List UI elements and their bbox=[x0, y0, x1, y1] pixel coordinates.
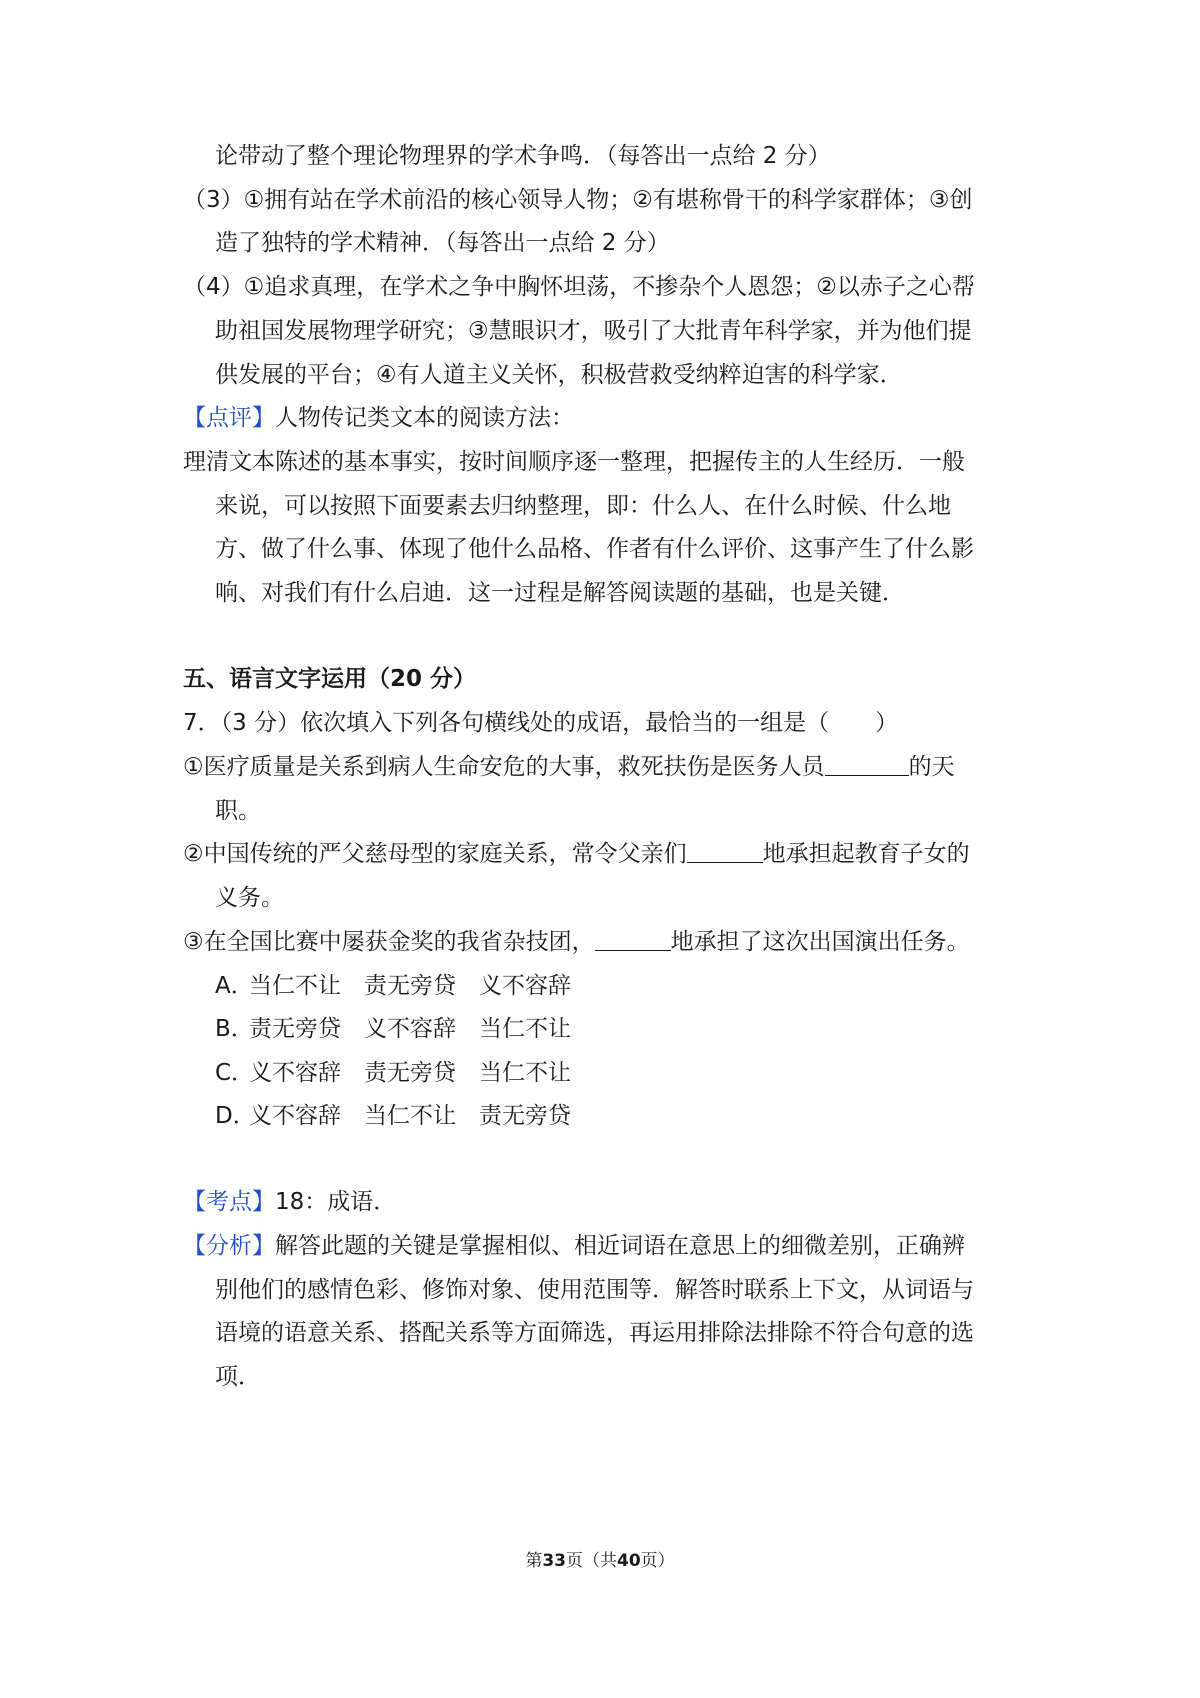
option-letter: A． bbox=[215, 973, 254, 999]
comment-line: 方、做了什么事、体现了他什么品格、作者有什么评价、这事产生了什么影 bbox=[215, 536, 974, 562]
answer-blank bbox=[687, 840, 763, 863]
comment-line: 响、对我们有什么启迪．这一过程是解答阅读题的基础，也是关键． bbox=[215, 580, 905, 606]
option-text: 义不容辞 责无旁贷 当仁不让 bbox=[249, 1060, 571, 1086]
answer-line: 造了独特的学术精神．（每答出一点给 2 分） bbox=[215, 230, 670, 256]
answer-line: 论带动了整个理论物理界的学术争鸣．（每答出一点给 2 分） bbox=[215, 143, 831, 169]
option-text: 责无旁贷 义不容辞 当仁不让 bbox=[249, 1016, 571, 1042]
option-text: 当仁不让 责无旁贷 义不容辞 bbox=[249, 973, 571, 999]
option-c bbox=[215, 1058, 571, 1088]
analysis-text: 解答此题的关键是掌握相似、相近词语在意思上的细微差别，正确辨 bbox=[275, 1233, 965, 1259]
sentence-2-cont: 义务。 bbox=[215, 885, 284, 911]
comment-heading bbox=[183, 403, 574, 433]
sentence-3-text: ③在全国比赛中屡获金奖的我省杂技团， bbox=[183, 929, 595, 955]
answer-line: 供发展的平台；④有人道主义关怀，积极营救受纳粹迫害的科学家． bbox=[215, 362, 903, 388]
section-heading: 五、语言文字运用（20 分） bbox=[183, 666, 477, 692]
kaodian-text: 18：成语． bbox=[275, 1189, 397, 1215]
comment-title: 人物传记类文本的阅读方法： bbox=[275, 405, 574, 431]
option-text: 义不容辞 当仁不让 责无旁贷 bbox=[249, 1103, 571, 1129]
option-letter: D． bbox=[215, 1103, 256, 1129]
sentence-3 bbox=[183, 927, 970, 957]
comment-tag: 【点评】 bbox=[183, 405, 275, 431]
sentence-3-tail: 地承担了这次出国演出任务。 bbox=[670, 929, 970, 955]
analysis bbox=[183, 1231, 965, 1261]
question-stem: 7．（3 分）依次填入下列各句横线处的成语，最恰当的一组是（ ） bbox=[183, 710, 899, 736]
footer-middle: 页（共 bbox=[566, 1551, 617, 1571]
option-letter: C． bbox=[215, 1060, 255, 1086]
sentence-1-cont: 职。 bbox=[215, 798, 261, 824]
option-a bbox=[215, 971, 571, 1001]
footer-suffix: 页） bbox=[640, 1551, 675, 1571]
footer-total-pages: 40 bbox=[617, 1551, 641, 1571]
comment-line: 来说，可以按照下面要素去归纳整理，即：什么人、在什么时候、什么地 bbox=[215, 493, 951, 519]
footer-current-page: 33 bbox=[542, 1551, 566, 1571]
analysis-line: 项． bbox=[215, 1364, 261, 1390]
kaodian-tag: 【考点】 bbox=[183, 1189, 275, 1215]
analysis-tag: 【分析】 bbox=[183, 1233, 275, 1259]
analysis-line: 语境的语意关系、搭配关系等方面筛选，再运用排除法排除不符合句意的选 bbox=[215, 1320, 974, 1346]
sentence-1 bbox=[183, 752, 955, 782]
sentence-2 bbox=[183, 839, 970, 869]
sentence-1-text: ①医疗质量是关系到病人生命安危的大事，救死扶伤是医务人员 bbox=[183, 754, 825, 780]
sentence-2-tail: 地承担起教育子女的 bbox=[762, 841, 970, 867]
answer-item-3: （3）①拥有站在学术前沿的核心领导人物；②有堪称骨干的科学家群体；③创 bbox=[183, 187, 973, 213]
sentence-1-tail: 的天 bbox=[908, 754, 955, 780]
kaodian bbox=[183, 1187, 396, 1217]
option-b bbox=[215, 1014, 571, 1044]
answer-line: 助祖国发展物理学研究；③慧眼识才，吸引了大批青年科学家，并为他们提 bbox=[215, 318, 972, 344]
answer-blank bbox=[825, 753, 909, 776]
comment-line: 理清文本陈述的基本事实，按时间顺序逐一整理，把握传主的人生经历．一般 bbox=[183, 449, 965, 475]
footer-prefix: 第 bbox=[525, 1551, 543, 1571]
page-footer bbox=[0, 1549, 1200, 1573]
option-d bbox=[215, 1101, 571, 1131]
analysis-line: 别他们的感情色彩、修饰对象、使用范围等．解答时联系上下文，从词语与 bbox=[215, 1277, 974, 1303]
sentence-2-text: ②中国传统的严父慈母型的家庭关系，常令父亲们 bbox=[183, 841, 687, 867]
option-letter: B． bbox=[215, 1016, 254, 1042]
answer-blank bbox=[595, 928, 671, 951]
answer-item-4: （4）①追求真理，在学术之争中胸怀坦荡，不掺杂个人恩怨；②以赤子之心帮 bbox=[183, 274, 975, 300]
